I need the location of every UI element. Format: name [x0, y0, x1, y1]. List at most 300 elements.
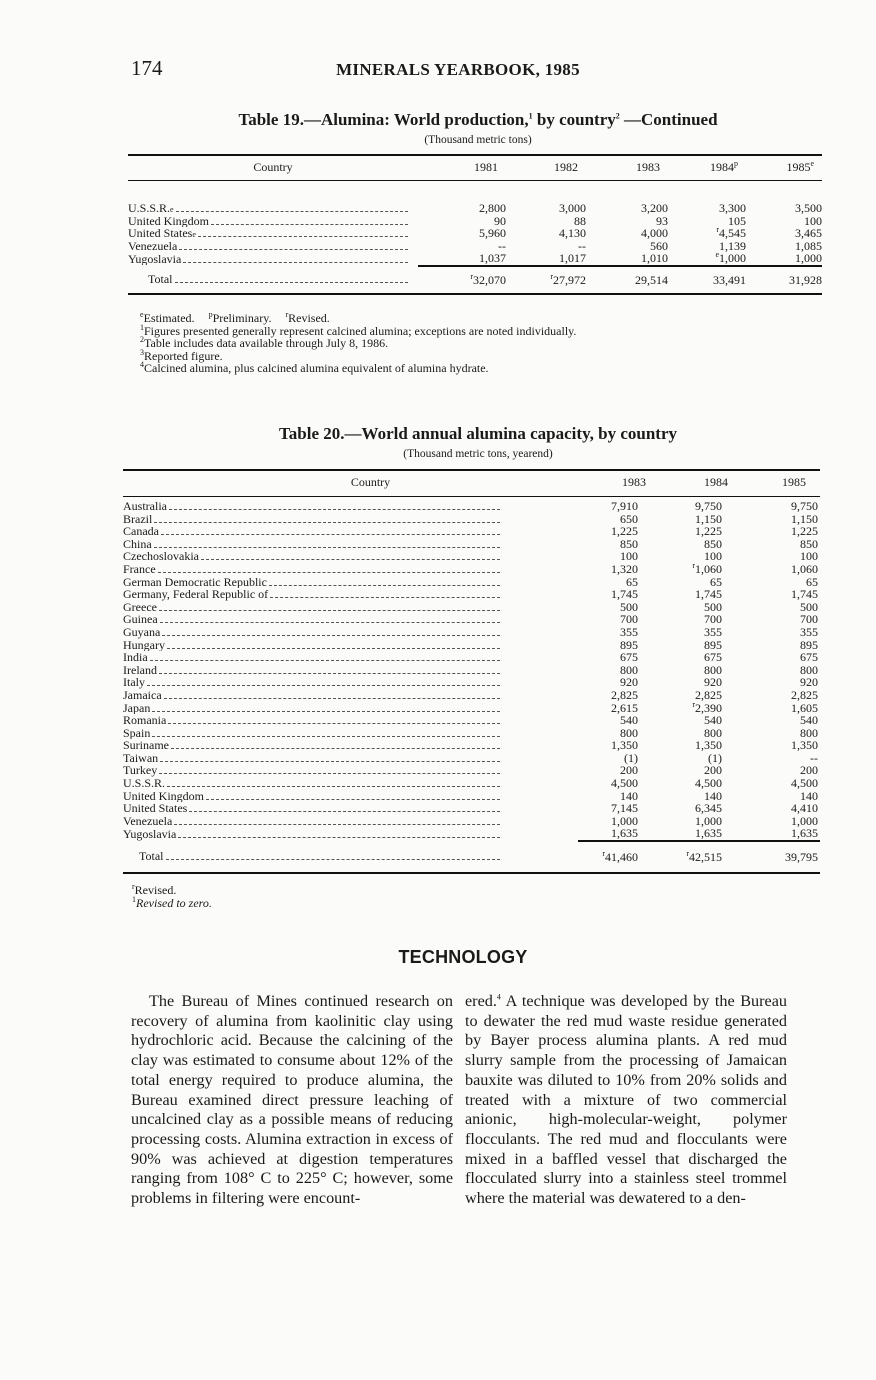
country-cell — [128, 202, 418, 215]
country-cell — [123, 702, 578, 715]
cell-value: 140 — [800, 788, 818, 803]
cell-value: 895 — [620, 637, 638, 652]
paragraph — [465, 992, 787, 1209]
cell-value: 1,745 — [791, 587, 818, 602]
table-cell — [578, 525, 660, 538]
cell-value: 2,800 — [479, 201, 506, 215]
cell-value: 500 — [704, 599, 722, 614]
column-header-label: 1985 — [786, 159, 811, 174]
country-cell — [128, 227, 418, 240]
cell-value: 4,500 — [695, 776, 722, 791]
dot-leader — [169, 501, 500, 510]
country-label — [123, 689, 578, 702]
cell-value: 1,745 — [695, 587, 722, 602]
country-label — [123, 563, 578, 576]
table-cell — [660, 538, 742, 551]
column-header — [128, 156, 418, 178]
cell-value: 3,465 — [795, 226, 822, 241]
country-name: Ireland — [123, 663, 157, 677]
cell-value: 560 — [650, 238, 668, 253]
footnote — [132, 894, 532, 910]
cell-value: 7,145 — [611, 801, 638, 816]
country-name: Hungary — [123, 638, 165, 652]
dot-leader — [189, 803, 500, 812]
table-cell — [418, 252, 506, 266]
dot-leader — [154, 539, 500, 548]
table19-subtitle: (Thousand metric tons) — [424, 134, 532, 146]
body-column-right — [465, 992, 787, 1209]
table-cell — [578, 664, 660, 677]
country-label — [123, 588, 578, 601]
country-label — [123, 626, 578, 639]
column-header-label: 1983 — [636, 159, 660, 174]
table-cell — [660, 639, 742, 652]
column-header: 1985 — [782, 474, 806, 489]
country-cell — [123, 689, 578, 702]
cell-value: 5,960 — [479, 226, 506, 241]
cell-value: 29,514 — [635, 272, 668, 287]
country-label — [123, 651, 578, 664]
cell-value: 500 — [620, 599, 638, 614]
dot-leader — [164, 690, 500, 699]
cell-value: 675 — [704, 650, 722, 665]
country-cell — [123, 613, 578, 626]
table-cell — [578, 626, 660, 639]
table-cell — [578, 841, 660, 873]
column-header-label: 1984 — [710, 159, 734, 174]
cell-value: 355 — [800, 624, 818, 639]
table-cell — [660, 626, 742, 639]
table-row — [128, 252, 822, 266]
cell-value: 700 — [800, 612, 818, 627]
country-cell — [123, 639, 578, 652]
table-cell — [586, 252, 668, 266]
column-header-label: 1982 — [554, 159, 578, 174]
country-label: United States e — [128, 227, 418, 240]
cell-value: 1,350 — [791, 738, 818, 753]
country-name: United Kingdom — [128, 214, 209, 228]
cell-value: 140 — [620, 788, 638, 803]
dot-leader — [159, 765, 500, 774]
footnote-mark: 4 — [496, 992, 501, 1002]
country-name: China — [123, 537, 152, 551]
cell-value: 540 — [800, 713, 818, 728]
country-name: Guinea — [123, 613, 158, 626]
table-cell — [660, 714, 742, 727]
total-row — [123, 841, 820, 873]
cell-value: 4,000 — [641, 226, 668, 241]
cell-value: 4,500 — [791, 776, 818, 791]
country-label — [123, 714, 578, 727]
country-cell — [123, 764, 578, 777]
country-cell — [123, 538, 578, 551]
country-name: France — [123, 562, 156, 576]
total-row — [128, 266, 822, 294]
dot-leader — [269, 577, 500, 586]
table19-header-row — [128, 156, 822, 178]
country-name: Yugoslavia — [123, 827, 177, 841]
cell-value: 1,139 — [719, 238, 746, 253]
footnote-mark: p — [734, 158, 738, 168]
country-cell — [123, 752, 578, 765]
paragraph: The Bureau of Mines continued research on recovery of alumina from kaolinitic clay using hydrochloric acid. Because the calcining of the clay was estimated to consume about 12% of the total energy required to produce alumina, the Bureau examined direct pressure leaching of uncalcined clay as a possible means of reducing processing costs. Alumina extraction in excess of 90% was achieved at digestion temperatures ranging from 108° C to 225° C; however, some problems in filtering were encount- — [131, 992, 453, 1208]
paragraph-text: ered. — [465, 992, 497, 1010]
country-name: Czechoslovakia — [123, 550, 199, 563]
country-name: Italy — [123, 676, 145, 689]
dot-leader — [168, 715, 500, 724]
country-cell — [128, 266, 418, 294]
dot-leader — [206, 791, 500, 800]
table-cell — [660, 525, 742, 538]
dot-leader — [183, 254, 408, 263]
cell-value: 140 — [704, 788, 722, 803]
country-cell — [123, 790, 578, 803]
table19 — [128, 156, 822, 295]
cell-value: 1,017 — [559, 251, 586, 266]
body-column-left — [131, 992, 453, 1209]
table-row — [128, 227, 822, 240]
table20 — [123, 471, 820, 874]
country-cell — [123, 815, 578, 828]
dot-leader — [160, 614, 500, 623]
footnote-text: Revised. — [134, 883, 177, 897]
dot-leader — [162, 627, 500, 636]
cell-value: 1,000 — [695, 813, 722, 828]
table-cell — [578, 752, 660, 765]
cell-value: 800 — [620, 725, 638, 740]
dot-leader — [159, 602, 500, 611]
table-cell — [660, 613, 742, 626]
column-header — [418, 156, 506, 178]
footnote-mark: r — [692, 699, 695, 709]
country-cell — [123, 525, 578, 538]
country-label — [123, 777, 578, 790]
footnote — [140, 362, 840, 375]
country-label — [123, 513, 578, 526]
country-label — [123, 538, 578, 551]
footnote-mark: e — [140, 310, 144, 319]
cell-value: 1,000 — [791, 813, 818, 828]
table-cell — [578, 827, 660, 841]
cell-value: 7,910 — [611, 499, 638, 513]
country-cell — [123, 841, 578, 873]
country-cell — [123, 727, 578, 740]
country-cell — [123, 550, 578, 563]
cell-value: 1,225 — [791, 524, 818, 539]
cell-value: 39,795 — [785, 849, 818, 864]
dot-leader — [159, 665, 500, 674]
cell-value: 93 — [656, 213, 668, 228]
country-cell — [123, 664, 578, 677]
cell-value: 1,635 — [695, 826, 722, 841]
footnote-text: Revised. — [288, 311, 330, 325]
cell-value: 1,000 — [611, 813, 638, 828]
country-name: United States — [123, 802, 188, 815]
cell-value: 200 — [620, 763, 638, 778]
footnote-mark: 1 — [132, 894, 136, 904]
table-cell — [668, 266, 746, 294]
country-name: Suriname — [123, 739, 169, 752]
dot-leader — [176, 203, 408, 212]
country-cell — [123, 576, 578, 589]
country-name: Germany, Federal Republic of — [123, 588, 269, 601]
footnote-text: Reported figure. — [144, 348, 223, 363]
cell-value: 27,972 — [553, 272, 586, 287]
table-cell — [586, 266, 668, 294]
country-cell — [123, 777, 578, 790]
country-label — [123, 790, 578, 803]
dot-leader — [161, 526, 500, 535]
cell-value: 100 — [704, 549, 722, 564]
country-name: Venezuela — [123, 814, 173, 828]
country-label — [123, 727, 578, 740]
country-cell — [123, 714, 578, 727]
cell-value: 6,345 — [695, 801, 722, 816]
country-name: Jamaica — [123, 688, 162, 702]
table-cell — [578, 613, 660, 626]
cell-value: 65 — [806, 574, 818, 589]
cell-value: 800 — [704, 662, 722, 677]
country-name: United Kingdom — [123, 789, 204, 803]
table-row — [128, 202, 822, 215]
table-cell — [578, 739, 660, 752]
table-cell — [660, 752, 742, 765]
table-cell — [506, 266, 586, 294]
cell-value: 1,225 — [611, 524, 638, 539]
table-cell — [660, 588, 742, 601]
table-cell — [660, 777, 742, 790]
cell-value: 1,010 — [641, 251, 668, 266]
table-cell — [660, 560, 742, 576]
cell-value: 33,491 — [713, 272, 746, 287]
footnote-text: Revised to zero. — [136, 895, 212, 910]
country-cell — [123, 601, 578, 614]
country-name: Taiwan — [123, 751, 159, 765]
table-cell — [742, 739, 820, 752]
footnote-mark: 3 — [140, 347, 144, 357]
footnote-text: Calcined alumina, plus calcined alumina equivalent of alumina hydrate. — [144, 361, 489, 375]
cell-value: 675 — [620, 650, 638, 665]
table19-title-text: Table 19.—Alumina: World production, — [238, 110, 529, 129]
country-label — [123, 613, 578, 626]
country-label — [123, 752, 578, 765]
country-name: Total — [148, 273, 173, 286]
cell-value: 88 — [574, 213, 586, 228]
page-number: 174 — [131, 56, 163, 80]
cell-value: 2,615 — [611, 700, 638, 715]
footnote-mark: r — [470, 271, 473, 281]
cell-value: 700 — [620, 612, 638, 627]
table19-title-text: by country — [532, 110, 616, 129]
dot-leader — [179, 241, 408, 250]
cell-value: 105 — [728, 213, 746, 228]
country-cell — [123, 563, 578, 576]
footnote-mark: r — [686, 848, 689, 858]
country-cell — [123, 588, 578, 601]
cell-value: 1,060 — [791, 561, 818, 576]
cell-value: 650 — [620, 511, 638, 526]
cell-value: -- — [578, 238, 586, 253]
country-cell — [123, 739, 578, 752]
column-header: 1983 — [622, 474, 646, 489]
dot-leader — [167, 640, 500, 649]
footnote-mark: r — [132, 882, 135, 891]
cell-value: 895 — [704, 637, 722, 652]
cell-value: 800 — [704, 725, 722, 740]
table-cell — [660, 841, 742, 873]
cell-value: 850 — [620, 536, 638, 551]
cell-value: -- — [810, 750, 818, 765]
table-cell — [660, 699, 742, 715]
cell-value: -- — [498, 238, 506, 253]
country-label — [128, 253, 418, 266]
country-label — [123, 815, 578, 828]
country-name: Venezuela — [128, 239, 178, 253]
cell-value: 500 — [800, 599, 818, 614]
cell-value: 1,085 — [795, 238, 822, 253]
table-cell — [418, 227, 506, 240]
footnote-mark: 4 — [140, 360, 144, 369]
country-name: Total — [139, 850, 164, 863]
country-name: Japan — [123, 701, 151, 715]
column-header — [746, 156, 822, 178]
country-cell — [128, 240, 418, 253]
dot-leader — [270, 589, 500, 598]
column-header: 1984 — [704, 474, 728, 489]
cell-value: 1,350 — [695, 738, 722, 753]
country-name: U.S.S.R. — [123, 777, 166, 790]
country-name: Brazil — [123, 512, 153, 526]
cell-value: 700 — [704, 612, 722, 627]
table-cell — [660, 827, 742, 841]
dot-leader — [152, 728, 500, 737]
cell-value: 540 — [704, 713, 722, 728]
country-label — [123, 639, 578, 652]
cell-value: 65 — [710, 574, 722, 589]
cell-value: 3,200 — [641, 201, 668, 215]
cell-value: 1,605 — [791, 700, 818, 715]
cell-value: 3,500 — [795, 201, 822, 215]
dot-leader — [175, 274, 409, 283]
footnote-mark: r — [285, 310, 289, 319]
country-label — [123, 850, 578, 863]
table-cell — [660, 601, 742, 614]
country-label — [123, 664, 578, 677]
table-cell — [660, 664, 742, 677]
country-name: United States — [128, 227, 193, 240]
cell-value: 895 — [800, 637, 818, 652]
cell-value: 4,500 — [611, 776, 638, 791]
dot-leader — [198, 228, 408, 237]
country-name: India — [123, 651, 148, 664]
cell-value: 920 — [704, 675, 722, 690]
country-label — [123, 739, 578, 752]
country-name: German Democratic Republic — [123, 575, 267, 589]
cell-value: 2,825 — [791, 687, 818, 702]
section-heading: TECHNOLOGY — [398, 947, 528, 967]
country-label — [123, 828, 578, 841]
footnote-mark: e — [715, 250, 719, 260]
country-cell — [123, 500, 578, 513]
table-row — [123, 827, 820, 841]
cell-value: 1,350 — [611, 738, 638, 753]
country-label — [123, 601, 578, 614]
cell-value: 4,545 — [719, 226, 746, 241]
country-label: U.S.S.R. e — [128, 202, 418, 215]
cell-value: 920 — [620, 675, 638, 690]
dot-leader — [147, 677, 500, 686]
table20-footnotes — [132, 884, 532, 909]
table19-title — [0, 110, 876, 130]
country-cell — [123, 802, 578, 815]
column-header — [668, 156, 746, 178]
dot-leader — [152, 703, 500, 712]
footnote-text: Preliminary. — [212, 311, 272, 325]
cell-value: 3,000 — [559, 201, 586, 215]
cell-value: 4,410 — [791, 801, 818, 816]
table-cell — [660, 651, 742, 664]
column-header — [506, 156, 586, 178]
spacer-row — [128, 178, 822, 202]
country-label — [123, 676, 578, 689]
footnote-text: Figures presented generally represent calcined alumina; exceptions are noted individually. — [144, 323, 577, 338]
table20-header-row — [123, 471, 820, 493]
country-name: Australia — [123, 500, 167, 513]
cell-value: 1,635 — [611, 826, 638, 841]
table-cell — [742, 827, 820, 841]
cell-value: 1,745 — [611, 587, 638, 602]
table-cell — [746, 252, 822, 266]
table-cell — [418, 202, 506, 215]
cell-value: 42,515 — [689, 849, 722, 864]
country-cell — [123, 676, 578, 689]
table-cell — [578, 538, 660, 551]
table-cell — [578, 651, 660, 664]
cell-value: 850 — [704, 536, 722, 551]
footnote-mark: e — [810, 158, 814, 168]
country-cell — [123, 626, 578, 639]
table-cell — [506, 227, 586, 240]
cell-value: 3,300 — [719, 201, 746, 215]
table-cell — [578, 777, 660, 790]
footnote-mark: r — [716, 225, 719, 235]
column-header-label: 1981 — [474, 159, 498, 174]
footnote-mark: r — [602, 848, 605, 858]
table-cell — [578, 601, 660, 614]
cell-value: 800 — [620, 662, 638, 677]
cell-value: 1,635 — [791, 826, 818, 841]
dot-leader — [178, 829, 500, 838]
cell-value: 1,037 — [479, 251, 506, 266]
country-name: U.S.S.R. — [128, 202, 171, 215]
cell-value: 4,130 — [559, 226, 586, 241]
country-name: Turkey — [123, 764, 158, 778]
table19-title-text: —Continued — [619, 110, 718, 129]
country-label — [123, 500, 578, 513]
footnote-mark: r — [692, 560, 695, 570]
column-header-label: Country — [253, 159, 293, 174]
cell-value: 1,000 — [795, 251, 822, 266]
cell-value: 1,060 — [695, 561, 722, 576]
dot-leader — [171, 740, 500, 749]
footnote-mark: 1 — [140, 322, 144, 332]
footnote-text: Table includes data available through July 8, 1986. — [144, 336, 389, 350]
table19-footnotes — [140, 312, 840, 375]
cell-value: 2,390 — [695, 700, 722, 715]
table-cell — [506, 252, 586, 266]
dot-leader — [166, 851, 501, 860]
cell-value: 31,928 — [789, 272, 822, 287]
